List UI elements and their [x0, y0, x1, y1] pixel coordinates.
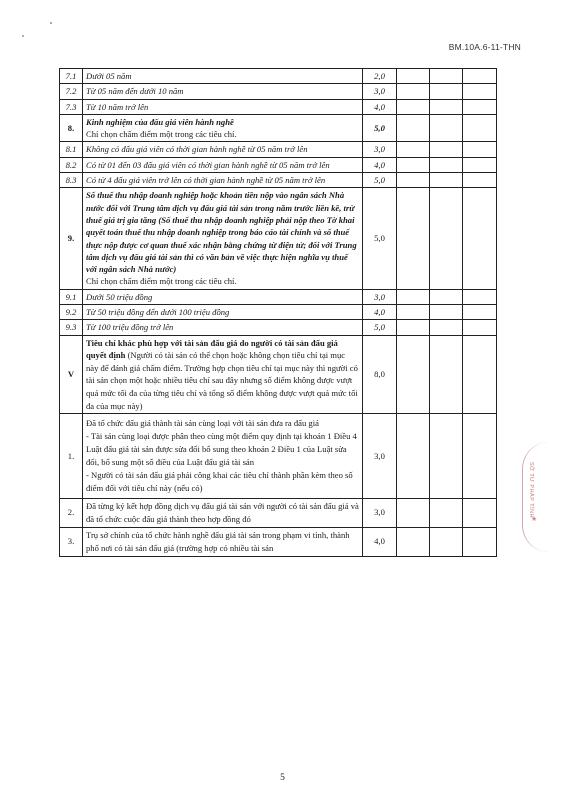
- criteria-table: [59, 68, 497, 557]
- table-row: [60, 114, 497, 142]
- table-row: [60, 527, 497, 556]
- empty-cell: [463, 142, 497, 157]
- criterion-text: [83, 335, 363, 414]
- empty-cell: [397, 142, 430, 157]
- max-score: 4,0: [363, 157, 397, 172]
- empty-cell: [430, 157, 463, 172]
- empty-cell: [397, 188, 430, 289]
- empty-cell: [397, 305, 430, 320]
- criterion-text: Dưới 50 triệu đồng: [83, 289, 363, 304]
- empty-cell: [463, 84, 497, 99]
- criterion-text: [83, 414, 363, 498]
- criterion-text: Có từ 01 đến 03 đấu giá viên có thời gian hành nghề từ 05 năm trở lên: [83, 157, 363, 172]
- max-score: 4,0: [363, 305, 397, 320]
- row-number: 9.1: [60, 289, 83, 304]
- empty-cell: [430, 498, 463, 527]
- scan-speck: [22, 35, 24, 37]
- criterion-line: - Tài sản cùng loại được phân theo cùng một điểm quy định tại khoản 1 Điều 4 Luật đấu giá tài sản được sửa đổi bổ sung theo khoản 2 Điều 1 của Luật sửa đổi, bổ sung một số điều của Luật đấu giá tài sản: [86, 431, 357, 467]
- scan-speck: [50, 22, 52, 24]
- criterion-text: Trụ sở chính của tổ chức hành nghề đấu giá tài sản trong phạm vi tỉnh, thành phố nơi có tài sản đấu giá (trường hợp có nhiều tài sản: [83, 527, 363, 556]
- table-row: [60, 188, 497, 289]
- empty-cell: [463, 305, 497, 320]
- empty-cell: [430, 173, 463, 188]
- empty-cell: [397, 99, 430, 114]
- row-number: 7.1: [60, 69, 83, 84]
- criterion-title: Tiêu chí khác phù hợp với tài sản đấu giá do người có tài sản đấu giá quyết định: [86, 337, 338, 361]
- criterion-text: Có từ 4 đấu giá viên trở lên có thời gian hành nghề từ 05 năm trở lên: [83, 173, 363, 188]
- empty-cell: [430, 188, 463, 289]
- criterion-title: Kinh nghiệm của đấu giá viên hành nghề: [86, 116, 234, 127]
- empty-cell: [397, 173, 430, 188]
- empty-cell: [397, 498, 430, 527]
- seal-stamp: [522, 442, 549, 552]
- empty-cell: [430, 69, 463, 84]
- empty-cell: [463, 69, 497, 84]
- table-row: [60, 69, 497, 84]
- table-row: [60, 84, 497, 99]
- empty-cell: [430, 142, 463, 157]
- row-number: 1.: [60, 414, 83, 498]
- criterion-text: Không có đấu giá viên có thời gian hành nghề từ 05 năm trở lên: [83, 142, 363, 157]
- max-score: 3,0: [363, 414, 397, 498]
- empty-cell: [397, 114, 430, 142]
- empty-cell: [430, 289, 463, 304]
- empty-cell: [463, 114, 497, 142]
- empty-cell: [430, 99, 463, 114]
- empty-cell: [397, 414, 430, 498]
- criterion-title: Số thuế thu nhập doanh nghiệp hoặc khoản tiền nộp vào ngân sách Nhà nước đối với Trung tâm dịch vụ đấu giá tài sản trong năm trước liền kề, trừ thuế giá trị gia tăng (Số thuế thu nhập doanh nghiệp phải nộp theo Tờ khai quyết toán thuế thu nhập doanh nghiệp trong báo cáo tài chính và số thuế thực nộp được cơ quan thuế xác nhận bằng chứng từ điện tử; đối với Trung tâm dịch vụ đấu giá tài sản thì có văn bản về việc thực hiện nghĩa vụ thuế với ngân sách Nhà nước): [86, 190, 357, 275]
- table-row: [60, 99, 497, 114]
- seal-stamp-text: SỞ TƯ PHÁP TỈNH: [528, 462, 534, 519]
- criterion-text: [83, 114, 363, 142]
- empty-cell: [463, 173, 497, 188]
- empty-cell: [430, 114, 463, 142]
- empty-cell: [397, 69, 430, 84]
- max-score: 3,0: [363, 84, 397, 99]
- criterion-note: (Người có tài sản có thể chọn hoặc không chọn tiêu chí tại mục này để đánh giá chấm điểm. Trường hợp chọn tiêu chí tại mục này thì người có tài sản chọn một hoặc nhiều tiêu chí sau đây nhưng số điểm không được vượt quá mức tối đa của từng tiêu chí và tổng số điểm không được vượt quá mức tối đa của mục này): [86, 350, 358, 411]
- max-score: 5,0: [363, 320, 397, 335]
- empty-cell: [397, 84, 430, 99]
- row-number: 7.2: [60, 84, 83, 99]
- empty-cell: [463, 289, 497, 304]
- max-score: 3,0: [363, 289, 397, 304]
- row-number: 8.3: [60, 173, 83, 188]
- max-score: 5,0: [363, 173, 397, 188]
- criterion-text: Từ 10 năm trở lên: [83, 99, 363, 114]
- empty-cell: [397, 527, 430, 556]
- criterion-line: - Người có tài sản đấu giá phải công khai các tiêu chí thành phần kèm theo số điểm đối với tiêu chí này (nếu có): [86, 469, 353, 493]
- max-score: 2,0: [363, 69, 397, 84]
- criterion-text: Dưới 05 năm: [83, 69, 363, 84]
- row-number: 9.: [60, 188, 83, 289]
- empty-cell: [463, 335, 497, 414]
- table-row: [60, 335, 497, 414]
- table-row: [60, 305, 497, 320]
- empty-cell: [430, 84, 463, 99]
- empty-cell: [463, 320, 497, 335]
- criterion-text: Từ 100 triệu đồng trở lên: [83, 320, 363, 335]
- table-row: [60, 414, 497, 498]
- max-score: 4,0: [363, 527, 397, 556]
- seal-star-icon: ★: [531, 515, 538, 523]
- criterion-line: Đã tổ chức đấu giá thành tài sản cùng loại với tài sản đưa ra đấu giá: [86, 418, 319, 429]
- empty-cell: [430, 414, 463, 498]
- criterion-note: Chỉ chọn chấm điểm một trong các tiêu chí.: [86, 276, 237, 287]
- table-row: [60, 173, 497, 188]
- criterion-note: Chỉ chọn chấm điểm một trong các tiêu chí.: [86, 129, 237, 140]
- empty-cell: [463, 188, 497, 289]
- empty-cell: [397, 157, 430, 172]
- empty-cell: [397, 289, 430, 304]
- max-score: 5,0: [363, 114, 397, 142]
- empty-cell: [430, 305, 463, 320]
- table-row: [60, 289, 497, 304]
- row-number: 7.3: [60, 99, 83, 114]
- max-score: 3,0: [363, 142, 397, 157]
- max-score: 8,0: [363, 335, 397, 414]
- empty-cell: [430, 527, 463, 556]
- empty-cell: [463, 99, 497, 114]
- row-number: 8.1: [60, 142, 83, 157]
- row-number: 3.: [60, 527, 83, 556]
- document-code: BM.10A.6-11-THN: [448, 42, 521, 52]
- max-score: 5,0: [363, 188, 397, 289]
- empty-cell: [463, 498, 497, 527]
- row-number: 8.: [60, 114, 83, 142]
- row-number: V: [60, 335, 83, 414]
- criterion-text: Từ 50 triệu đồng đến dưới 100 triệu đồng: [83, 305, 363, 320]
- empty-cell: [463, 527, 497, 556]
- row-number: 2.: [60, 498, 83, 527]
- row-number: 9.3: [60, 320, 83, 335]
- criterion-text: Đã từng ký kết hợp đồng dịch vụ đấu giá tài sản với người có tài sản đấu giá và đã tổ chức cuộc đấu giá thành theo hợp đồng đó: [83, 498, 363, 527]
- empty-cell: [397, 320, 430, 335]
- page-number: 5: [280, 773, 285, 783]
- empty-cell: [463, 157, 497, 172]
- empty-cell: [397, 335, 430, 414]
- max-score: 4,0: [363, 99, 397, 114]
- empty-cell: [430, 320, 463, 335]
- table-row: [60, 320, 497, 335]
- empty-cell: [430, 335, 463, 414]
- empty-cell: [463, 414, 497, 498]
- criterion-text: [83, 188, 363, 289]
- table-row: [60, 498, 497, 527]
- table-row: [60, 142, 497, 157]
- row-number: 8.2: [60, 157, 83, 172]
- max-score: 3,0: [363, 498, 397, 527]
- criterion-text: Từ 05 năm đến dưới 10 năm: [83, 84, 363, 99]
- row-number: 9.2: [60, 305, 83, 320]
- table-row: [60, 157, 497, 172]
